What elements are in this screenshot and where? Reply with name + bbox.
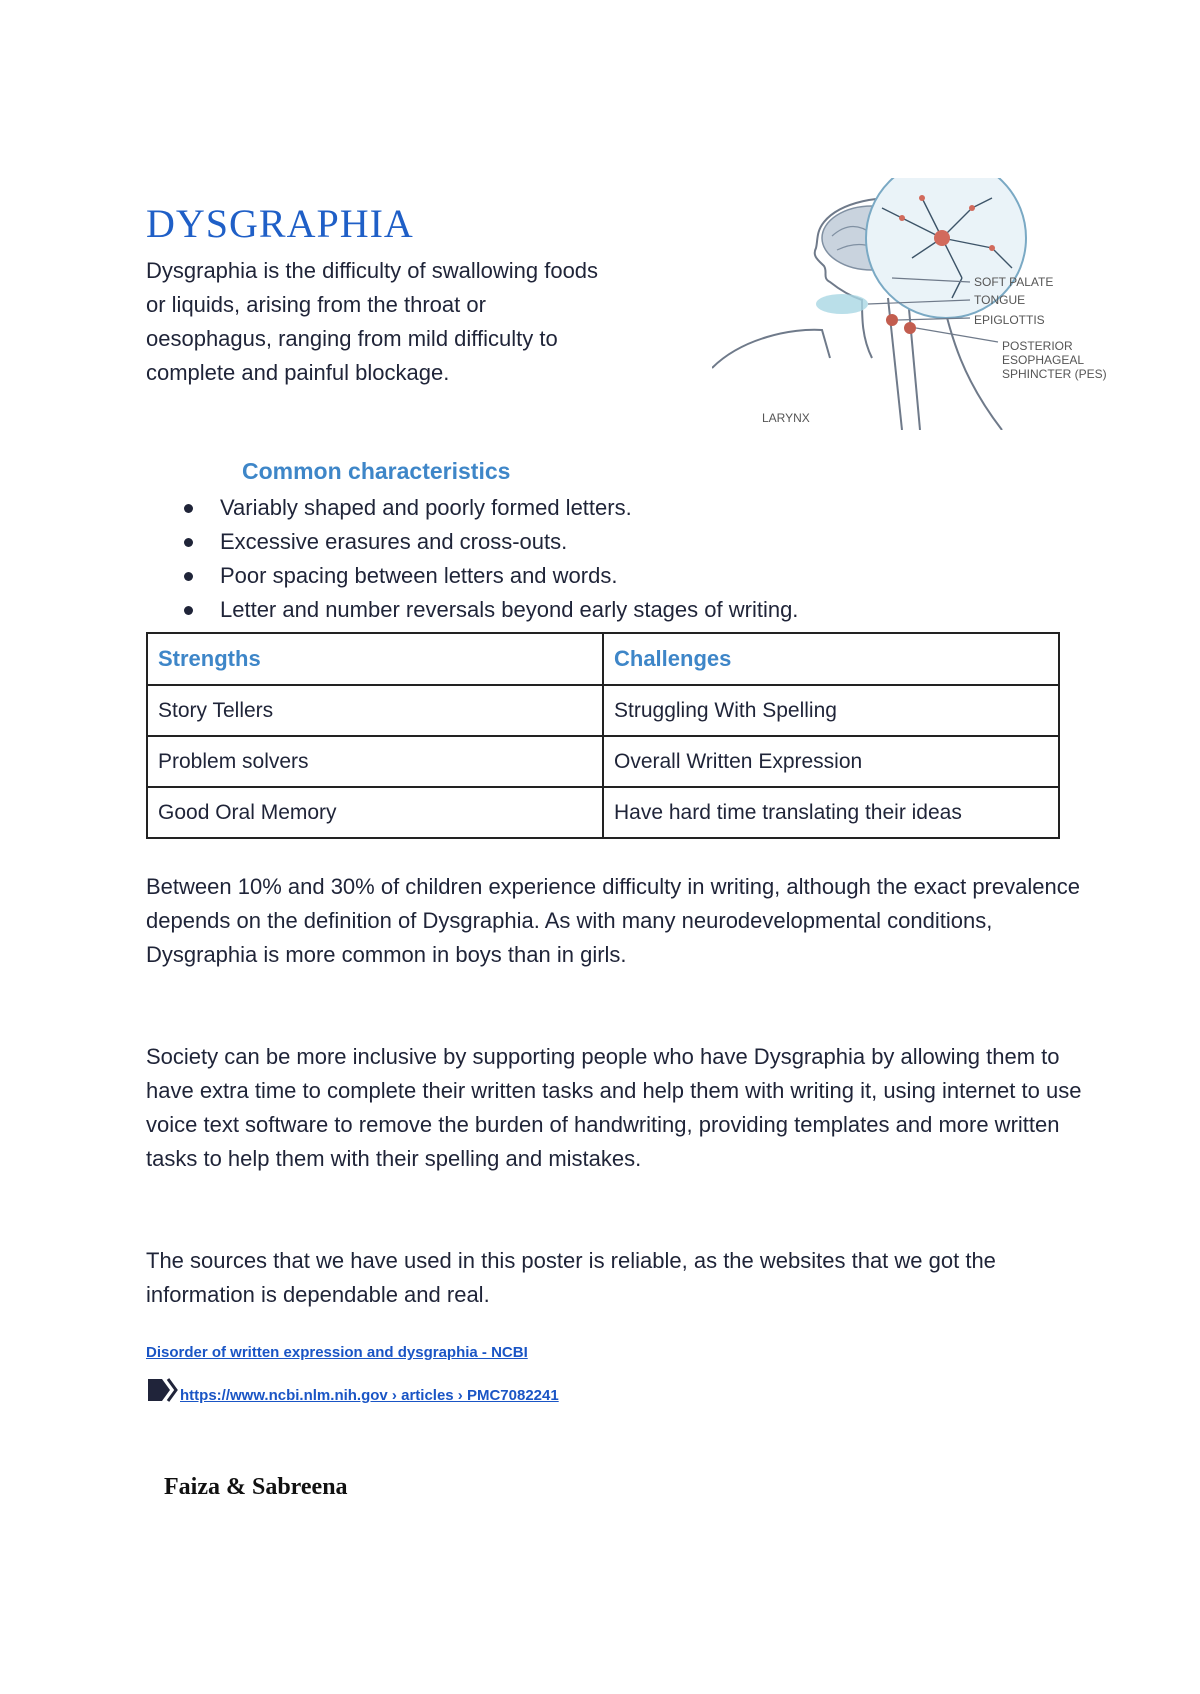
label-pes-line3: SPHINCTER (PES) [1002, 367, 1107, 381]
table-cell: Struggling With Spelling [603, 685, 1059, 736]
intro-text: Dysgraphia is the difficulty of swallowing foods or liquids, arising from the throat or oesophagus, ranging from mild difficulty to complete and painful blockage. [146, 258, 599, 385]
bullet-icon [184, 606, 193, 615]
list-item: Poor spacing between letters and words. [182, 559, 798, 593]
prevalence-paragraph: Between 10% and 30% of children experience difficulty in writing, although the exact prevalence depends on the definition of Dysgraphia. As with many neurodevelopmental conditions, Dysgraphia is more common in boys than in girls. [146, 874, 1080, 967]
list-item: Excessive erasures and cross-outs. [182, 525, 798, 559]
label-pes-line1: POSTERIOR [1002, 339, 1073, 353]
list-item: Variably shaped and poorly formed letters. [182, 491, 798, 525]
label-larynx: LARYNX [762, 411, 810, 425]
table-row [147, 787, 1059, 838]
sources-paragraph: The sources that we have used in this poster is reliable, as the websites that we got the information is dependable and real. [146, 1248, 996, 1307]
link-arrow-icon [146, 1376, 180, 1404]
list-item: Letter and number reversals beyond early stages of writing. [182, 593, 798, 627]
table-row [147, 736, 1059, 787]
inclusion-paragraph: Society can be more inclusive by supporting people who have Dysgraphia by allowing them to have extra time to complete their written tasks and help them with writing it, using internet to use voice text software to remove the burden of handwriting, providing templates and more written tasks to help them with their spelling and mistakes. [146, 1044, 1082, 1171]
authors-signature: Faiza & Sabreena [164, 1474, 348, 1500]
table-cell: Problem solvers [147, 736, 603, 787]
characteristics-list [182, 491, 798, 627]
table-cell: Overall Written Expression [603, 736, 1059, 787]
column-header-challenges: Challenges [603, 633, 1059, 685]
label-tongue: TONGUE [974, 293, 1026, 307]
strengths-challenges-table [146, 632, 1060, 839]
reference-url-link[interactable]: https://www.ncbi.nlm.nih.gov › articles › PMC7082241 [180, 1387, 559, 1404]
characteristics-heading: Common characteristics [242, 458, 511, 484]
reference-title-link[interactable]: Disorder of written expression and dysgraphia - NCBI [146, 1344, 528, 1361]
label-epiglottis: EPIGLOTTIS [974, 313, 1045, 327]
table-header-row [147, 633, 1059, 685]
throat-anatomy-illustration [712, 178, 1152, 430]
label-soft-palate: SOFT PALATE [974, 275, 1054, 289]
column-header-strengths: Strengths [147, 633, 603, 685]
table-cell: Have hard time translating their ideas [603, 787, 1059, 838]
table-cell: Good Oral Memory [147, 787, 603, 838]
bullet-icon [184, 572, 193, 581]
table-cell: Story Tellers [147, 685, 603, 736]
label-pes-line2: ESOPHAGEAL [1002, 353, 1085, 367]
bullet-icon [184, 538, 193, 547]
shoulder-outline [712, 330, 830, 368]
tongue-shape [816, 294, 868, 314]
page-title: DYSGRAPHIA [146, 201, 414, 246]
bullet-icon [184, 504, 193, 513]
table-row [147, 685, 1059, 736]
